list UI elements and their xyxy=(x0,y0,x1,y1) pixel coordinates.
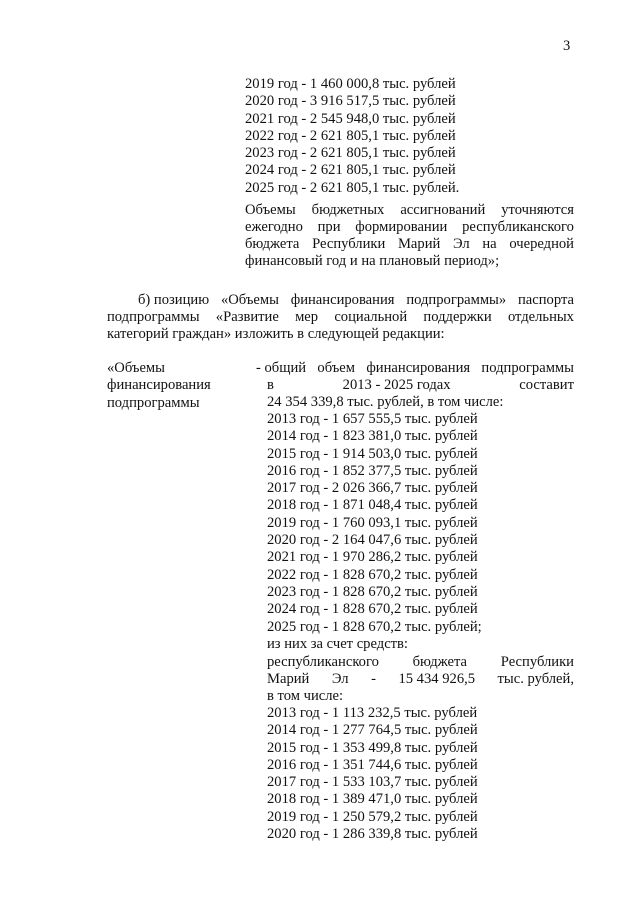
table-left-label xyxy=(107,360,211,412)
total-line: 24 354 339,8 тыс. рублей, в том числе: xyxy=(267,394,504,410)
paragraph-line xyxy=(107,309,574,326)
year-line: 2021 год - 1 970 286,2 тыс. рублей xyxy=(267,549,478,566)
word: мер xyxy=(295,309,319,325)
label-line: финансирования xyxy=(107,377,211,394)
word: бюджета xyxy=(245,236,300,252)
word: Марий xyxy=(397,236,441,252)
year-line: 2019 год - 1 250 579,2 тыс. рублей xyxy=(267,808,478,825)
year-line: 2024 год - 2 621 805,1 тыс. рублей xyxy=(245,162,456,179)
word: финансирования xyxy=(366,360,471,376)
word: формировании xyxy=(355,219,448,235)
paragraph-last-line: категорий граждан» изложить в следующей редакции: xyxy=(107,326,445,342)
page-number: 3 xyxy=(563,38,571,54)
year-line: 2023 год - 2 621 805,1 тыс. рублей xyxy=(245,145,456,162)
word: отдельных xyxy=(507,309,574,325)
year-line: 2015 год - 1 914 503,0 тыс. рублей xyxy=(267,445,478,462)
word: поддержки xyxy=(423,309,492,325)
word: подпрограммы xyxy=(107,309,200,325)
year-line: 2025 год - 2 621 805,1 тыс. рублей. xyxy=(245,179,460,196)
word: 15 434 926,5 xyxy=(398,671,476,687)
word: Эл xyxy=(331,671,349,687)
word: Объемы xyxy=(245,202,296,218)
right-line xyxy=(267,377,574,394)
word: республиканского xyxy=(462,219,574,235)
including-line: в том числе: xyxy=(267,688,344,704)
years-list xyxy=(267,411,482,653)
year-line: 2016 год - 1 351 744,6 тыс. рублей xyxy=(267,756,478,773)
word: республиканского xyxy=(267,654,379,670)
note-line xyxy=(245,219,574,236)
word: - общий xyxy=(256,360,307,376)
year-line: 2020 год - 2 164 047,6 тыс. рублей xyxy=(267,532,478,549)
word: Марий xyxy=(267,671,310,687)
right-line xyxy=(256,360,574,377)
year-line: 2016 год - 1 852 377,5 тыс. рублей xyxy=(267,462,478,479)
word: ежегодно xyxy=(245,219,303,235)
word: - xyxy=(371,671,376,687)
word: ассигнований xyxy=(400,202,486,218)
word: при xyxy=(317,219,341,235)
word: тыс. рублей, xyxy=(497,671,574,687)
word: Республики xyxy=(500,654,574,670)
word: в xyxy=(267,377,274,393)
word: на xyxy=(482,236,497,252)
budget-years-list xyxy=(267,705,478,843)
word: подпрограммы xyxy=(481,360,574,376)
word: бюджетных xyxy=(311,202,385,218)
year-line: 2021 год - 2 545 948,0 тыс. рублей xyxy=(245,110,456,127)
word: «Объемы xyxy=(220,292,279,308)
year-line: 2013 год - 1 657 555,5 тыс. рублей xyxy=(267,411,478,427)
label-line: «Объемы xyxy=(107,360,165,376)
note-last-line: финансовый год и на плановый период»; xyxy=(245,253,500,269)
word: подпрограммы» xyxy=(406,292,507,308)
budget-line xyxy=(267,654,574,671)
word: бюджета xyxy=(412,654,468,670)
year-line: 2019 год - 1 460 000,8 тыс. рублей xyxy=(245,76,456,92)
year-line: 2017 год - 2 026 366,7 тыс. рублей xyxy=(267,480,478,497)
year-line: 2020 год - 3 916 517,5 тыс. рублей xyxy=(245,93,456,110)
note-line xyxy=(245,236,574,253)
word: финансирования xyxy=(290,292,395,308)
year-line: 2017 год - 1 533 103,7 тыс. рублей xyxy=(267,774,478,791)
word: уточняются xyxy=(501,202,574,218)
year-line: 2013 год - 1 113 232,5 тыс. рублей xyxy=(267,705,478,721)
note-line xyxy=(245,202,574,219)
year-line: 2018 год - 1 389 471,0 тыс. рублей xyxy=(267,791,478,808)
word: «Развитие xyxy=(215,309,279,325)
word: б) позицию xyxy=(138,292,210,308)
word: 2013 - 2025 годах xyxy=(342,377,451,393)
budget-line xyxy=(267,671,574,688)
year-line: 2023 год - 1 828 670,2 тыс. рублей xyxy=(267,583,478,600)
paragraph-line xyxy=(138,292,574,309)
word: паспорта xyxy=(517,292,574,308)
label-line: подпрограммы xyxy=(107,394,200,411)
year-line: 2022 год - 1 828 670,2 тыс. рублей xyxy=(267,566,478,583)
year-line: 2018 год - 1 871 048,4 тыс. рублей xyxy=(267,497,478,514)
word: Эл xyxy=(452,236,470,252)
year-line: 2024 год - 1 828 670,2 тыс. рублей xyxy=(267,601,478,618)
year-line: 2019 год - 1 760 093,1 тыс. рублей xyxy=(267,514,478,531)
word: составит xyxy=(519,377,574,393)
from-them-line: из них за счет средств: xyxy=(267,635,408,652)
year-line: 2020 год - 1 286 339,8 тыс. рублей xyxy=(267,826,478,843)
year-line: 2014 год - 1 823 381,0 тыс. рублей xyxy=(267,428,478,445)
word: социальной xyxy=(334,309,408,325)
year-line: 2025 год - 1 828 670,2 тыс. рублей; xyxy=(267,618,482,635)
word: Республики xyxy=(312,236,386,252)
word: очередной xyxy=(509,236,574,252)
year-line: 2015 год - 1 353 499,8 тыс. рублей xyxy=(267,739,478,756)
word: объем xyxy=(317,360,356,376)
year-line: 2022 год - 2 621 805,1 тыс. рублей xyxy=(245,127,456,144)
year-line: 2014 год - 1 277 764,5 тыс. рублей xyxy=(267,722,478,739)
top-years-list xyxy=(245,76,459,197)
